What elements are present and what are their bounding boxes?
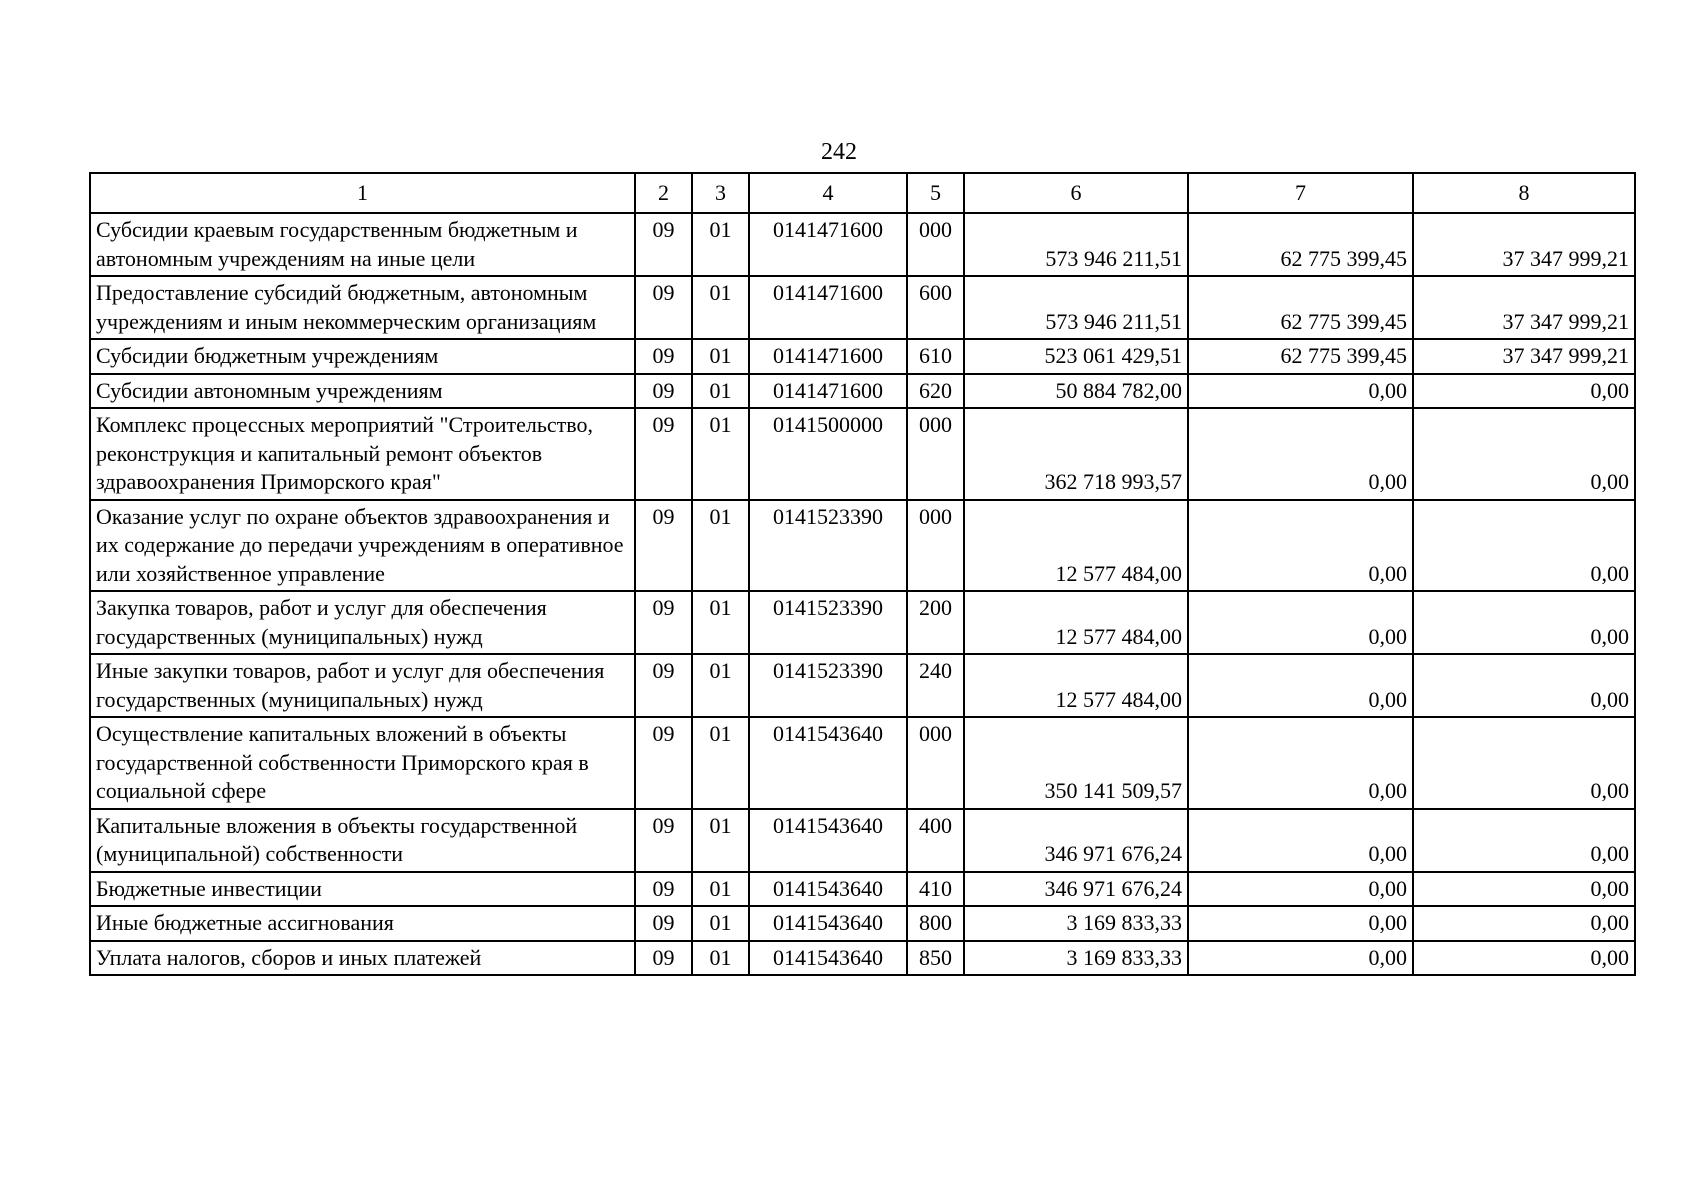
row-amount-col7: 0,00 <box>1188 591 1413 654</box>
row-subsection-code: 01 <box>692 500 749 592</box>
table-row <box>90 941 1635 976</box>
row-name: Оказание услуг по охране объектов здравоохранения и их содержание до передачи учреждениям в оперативное или хозяйственное управление <box>90 500 635 592</box>
row-amount-col8: 37 347 999,21 <box>1413 213 1635 276</box>
page-number: 242 <box>821 139 857 165</box>
row-section-code: 09 <box>635 906 692 941</box>
row-target-code: 0141471600 <box>749 339 907 374</box>
table-row <box>90 809 1635 872</box>
table-row <box>90 872 1635 907</box>
row-subsection-code: 01 <box>692 654 749 717</box>
column-header: 8 <box>1413 173 1635 213</box>
row-target-code: 0141543640 <box>749 872 907 907</box>
row-amount-col6: 12 577 484,00 <box>964 591 1188 654</box>
row-expense-type-code: 600 <box>907 276 964 339</box>
column-header: 1 <box>90 173 635 213</box>
row-amount-col7: 0,00 <box>1188 717 1413 809</box>
row-subsection-code: 01 <box>692 941 749 976</box>
row-amount-col8: 0,00 <box>1413 500 1635 592</box>
row-amount-col8: 0,00 <box>1413 408 1635 500</box>
table-body <box>90 213 1635 975</box>
row-expense-type-code: 200 <box>907 591 964 654</box>
row-target-code: 0141523390 <box>749 654 907 717</box>
row-target-code: 0141543640 <box>749 941 907 976</box>
row-name: Субсидии краевым государственным бюджетным и автономным учреждениям на иные цели <box>90 213 635 276</box>
table-row <box>90 374 1635 409</box>
row-subsection-code: 01 <box>692 717 749 809</box>
row-section-code: 09 <box>635 809 692 872</box>
row-target-code: 0141523390 <box>749 591 907 654</box>
row-subsection-code: 01 <box>692 374 749 409</box>
row-expense-type-code: 400 <box>907 809 964 872</box>
row-amount-col7: 0,00 <box>1188 374 1413 409</box>
row-amount-col7: 62 775 399,45 <box>1188 213 1413 276</box>
row-target-code: 0141543640 <box>749 906 907 941</box>
table-row <box>90 654 1635 717</box>
row-amount-col6: 523 061 429,51 <box>964 339 1188 374</box>
table-row <box>90 500 1635 592</box>
row-section-code: 09 <box>635 500 692 592</box>
row-amount-col7: 0,00 <box>1188 408 1413 500</box>
row-amount-col7: 0,00 <box>1188 906 1413 941</box>
row-name: Бюджетные инвестиции <box>90 872 635 907</box>
row-subsection-code: 01 <box>692 809 749 872</box>
header-row <box>90 173 1635 213</box>
row-amount-col8: 0,00 <box>1413 374 1635 409</box>
row-amount-col6: 12 577 484,00 <box>964 654 1188 717</box>
column-header: 5 <box>907 173 964 213</box>
row-amount-col7: 0,00 <box>1188 872 1413 907</box>
row-name: Осуществление капитальных вложений в объекты государственной собственности Приморского края в социальной сфере <box>90 717 635 809</box>
row-expense-type-code: 000 <box>907 213 964 276</box>
table-row <box>90 906 1635 941</box>
row-section-code: 09 <box>635 872 692 907</box>
row-amount-col6: 350 141 509,57 <box>964 717 1188 809</box>
row-amount-col6: 573 946 211,51 <box>964 276 1188 339</box>
row-subsection-code: 01 <box>692 276 749 339</box>
column-header: 7 <box>1188 173 1413 213</box>
row-amount-col6: 346 971 676,24 <box>964 872 1188 907</box>
row-section-code: 09 <box>635 374 692 409</box>
row-name: Комплекс процессных мероприятий "Строительство, реконструкция и капитальный ремонт объектов здравоохранения Приморского края" <box>90 408 635 500</box>
row-amount-col7: 0,00 <box>1188 941 1413 976</box>
row-expense-type-code: 610 <box>907 339 964 374</box>
column-header: 4 <box>749 173 907 213</box>
row-amount-col6: 12 577 484,00 <box>964 500 1188 592</box>
row-amount-col8: 37 347 999,21 <box>1413 339 1635 374</box>
row-section-code: 09 <box>635 591 692 654</box>
row-section-code: 09 <box>635 339 692 374</box>
row-name: Субсидии автономным учреждениям <box>90 374 635 409</box>
row-expense-type-code: 000 <box>907 500 964 592</box>
row-target-code: 0141471600 <box>749 276 907 339</box>
row-amount-col8: 0,00 <box>1413 941 1635 976</box>
row-amount-col6: 50 884 782,00 <box>964 374 1188 409</box>
row-amount-col6: 3 169 833,33 <box>964 941 1188 976</box>
row-name: Закупка товаров, работ и услуг для обеспечения государственных (муниципальных) нужд <box>90 591 635 654</box>
row-expense-type-code: 620 <box>907 374 964 409</box>
row-section-code: 09 <box>635 654 692 717</box>
row-subsection-code: 01 <box>692 408 749 500</box>
row-amount-col6: 362 718 993,57 <box>964 408 1188 500</box>
row-name: Капитальные вложения в объекты государственной (муниципальной) собственности <box>90 809 635 872</box>
row-subsection-code: 01 <box>692 906 749 941</box>
row-section-code: 09 <box>635 717 692 809</box>
row-target-code: 0141471600 <box>749 213 907 276</box>
budget-table <box>89 172 1636 976</box>
row-expense-type-code: 240 <box>907 654 964 717</box>
row-subsection-code: 01 <box>692 213 749 276</box>
row-target-code: 0141523390 <box>749 500 907 592</box>
row-amount-col7: 62 775 399,45 <box>1188 276 1413 339</box>
row-amount-col7: 0,00 <box>1188 654 1413 717</box>
row-name: Уплата налогов, сборов и иных платежей <box>90 941 635 976</box>
column-header: 3 <box>692 173 749 213</box>
row-name: Иные бюджетные ассигнования <box>90 906 635 941</box>
row-amount-col8: 0,00 <box>1413 872 1635 907</box>
row-amount-col6: 346 971 676,24 <box>964 809 1188 872</box>
row-amount-col8: 37 347 999,21 <box>1413 276 1635 339</box>
table-row <box>90 276 1635 339</box>
row-expense-type-code: 800 <box>907 906 964 941</box>
row-amount-col8: 0,00 <box>1413 906 1635 941</box>
row-subsection-code: 01 <box>692 872 749 907</box>
row-expense-type-code: 000 <box>907 717 964 809</box>
row-amount-col8: 0,00 <box>1413 809 1635 872</box>
row-target-code: 0141543640 <box>749 809 907 872</box>
table-row <box>90 408 1635 500</box>
table-row <box>90 591 1635 654</box>
row-target-code: 0141543640 <box>749 717 907 809</box>
row-amount-col6: 3 169 833,33 <box>964 906 1188 941</box>
row-amount-col7: 0,00 <box>1188 809 1413 872</box>
row-name: Субсидии бюджетным учреждениям <box>90 339 635 374</box>
column-header: 6 <box>964 173 1188 213</box>
row-name: Иные закупки товаров, работ и услуг для обеспечения государственных (муниципальных) нужд <box>90 654 635 717</box>
row-amount-col8: 0,00 <box>1413 717 1635 809</box>
column-header: 2 <box>635 173 692 213</box>
row-name: Предоставление субсидий бюджетным, автономным учреждениям и иным некоммерческим организациям <box>90 276 635 339</box>
row-amount-col7: 0,00 <box>1188 500 1413 592</box>
row-section-code: 09 <box>635 276 692 339</box>
row-section-code: 09 <box>635 408 692 500</box>
row-expense-type-code: 000 <box>907 408 964 500</box>
row-expense-type-code: 850 <box>907 941 964 976</box>
row-amount-col8: 0,00 <box>1413 591 1635 654</box>
table-row <box>90 717 1635 809</box>
table-row <box>90 339 1635 374</box>
row-amount-col7: 62 775 399,45 <box>1188 339 1413 374</box>
table-row <box>90 213 1635 276</box>
row-section-code: 09 <box>635 941 692 976</box>
row-amount-col8: 0,00 <box>1413 654 1635 717</box>
row-expense-type-code: 410 <box>907 872 964 907</box>
row-amount-col6: 573 946 211,51 <box>964 213 1188 276</box>
row-subsection-code: 01 <box>692 339 749 374</box>
row-section-code: 09 <box>635 213 692 276</box>
row-subsection-code: 01 <box>692 591 749 654</box>
row-target-code: 0141471600 <box>749 374 907 409</box>
row-target-code: 0141500000 <box>749 408 907 500</box>
